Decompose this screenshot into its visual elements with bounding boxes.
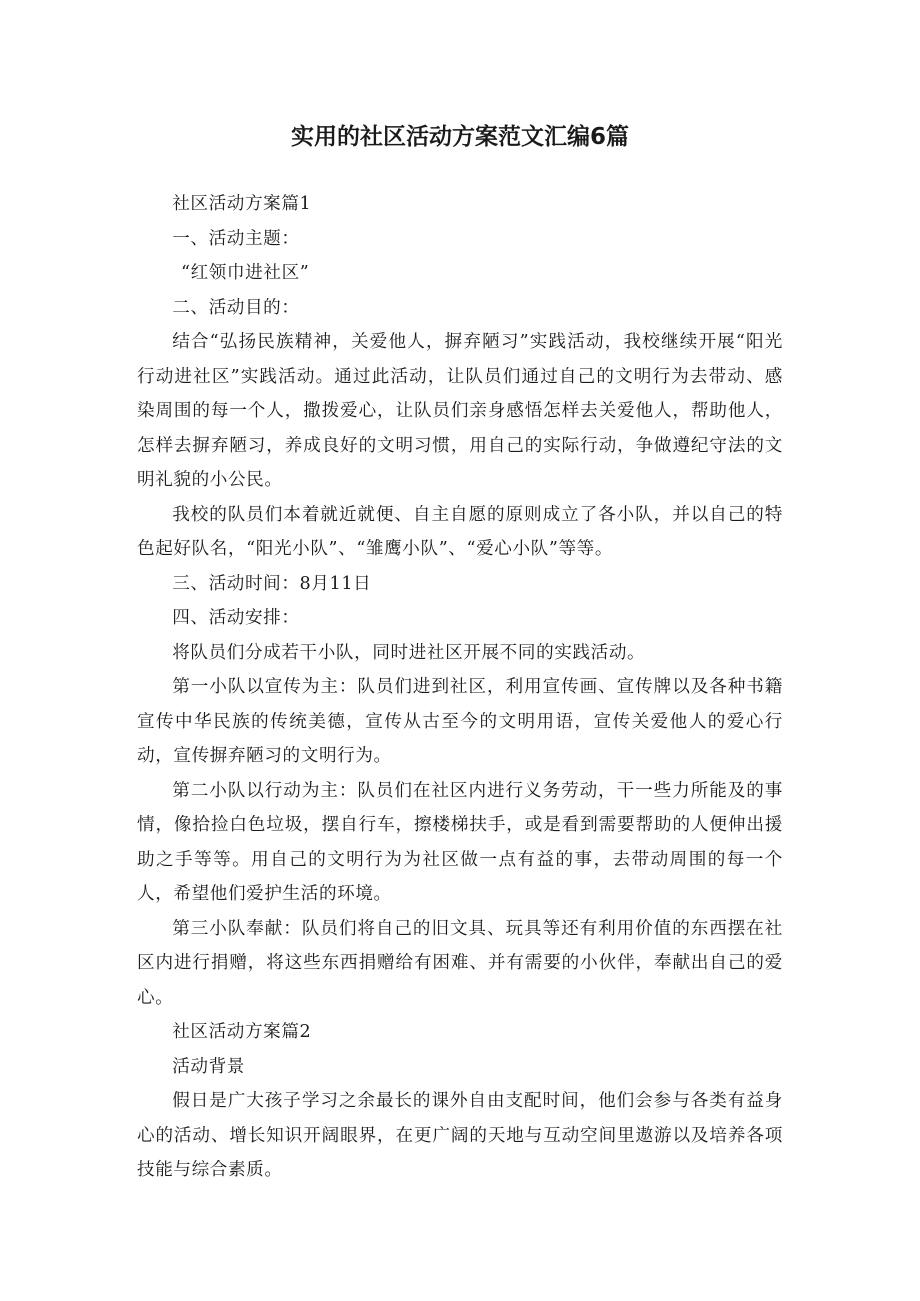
arrangement-heading: 四、活动安排： (172, 608, 300, 628)
background-paragraph: 假日是广大孩子学习之余最长的课外自由支配时间，他们会参与各类有益身心的活动、增长知识开阔眼界，在更广阔的天地与互动空间里遨游以及培养各项技能与综合素质。 (137, 1091, 783, 1180)
document-body (137, 187, 783, 1188)
team-three-paragraph: 第三小队奉献：队员们将自己的旧文具、玩具等还有利用价值的东西摆在社区内进行捐赠，将这些东西捐赠给有困难、并有需要的小伙伴，奉献出自己的爱心。 (137, 918, 783, 1008)
theme-text: “红领巾进社区” (181, 263, 310, 283)
time-heading: 三、活动时间：8月11日 (172, 573, 372, 594)
section-heading-2: 社区活动方案篇2 (172, 1022, 312, 1042)
purpose-heading: 二、活动目的： (172, 297, 300, 318)
theme-heading: 一、活动主题： (172, 228, 300, 249)
team-two-paragraph: 第二小队以行动为主：队员们在社区内进行义务劳动，干一些力所能及的事情，像拾捡白色垃圾，摆自行车，擦楼梯扶手，或是看到需要帮助的人便伸出援助之手等等。用自己的文明行为为社区做一点有益的事，去带动周围的每一个人，希望他们爱护生活的环境。 (137, 780, 783, 904)
team-naming-paragraph: 我校的队员们本着就近就便、自主自愿的原则成立了各小队，并以自己的特色起好队名，“阳光小队”、“雏鹰小队”、“爱心小队”等等。 (137, 504, 783, 559)
section-heading-1: 社区活动方案篇1 (172, 194, 312, 214)
team-one-paragraph: 第一小队以宣传为主：队员们进到社区，利用宣传画、宣传牌以及各种书籍宣传中华民族的传统美德，宣传从古至今的文明用语，宣传关爱他人的爱心行动，宣传摒弃陋习的文明行为。 (137, 677, 783, 766)
arrangement-intro: 将队员们分成若干小队，同时进社区开展不同的实践活动。 (172, 642, 646, 663)
document-title: 实用的社区活动方案范文汇编6篇 (290, 124, 629, 150)
background-heading: 活动背景 (172, 1056, 245, 1077)
purpose-paragraph: 结合“弘扬民族精神，关爱他人，摒弃陋习”实践活动，我校继续开展“阳光行动进社区”实践活动。通过此活动，让队员们通过自己的文明行为去带动、感染周围的每一个人，撒拨爱心，让队员们亲身感悟怎样去关爱他人，帮助他人，怎样去摒弃陋习，养成良好的文明习惯，用自己的实际行动，争做遵纪守法的文明礼貌的小公民。 (137, 332, 783, 490)
